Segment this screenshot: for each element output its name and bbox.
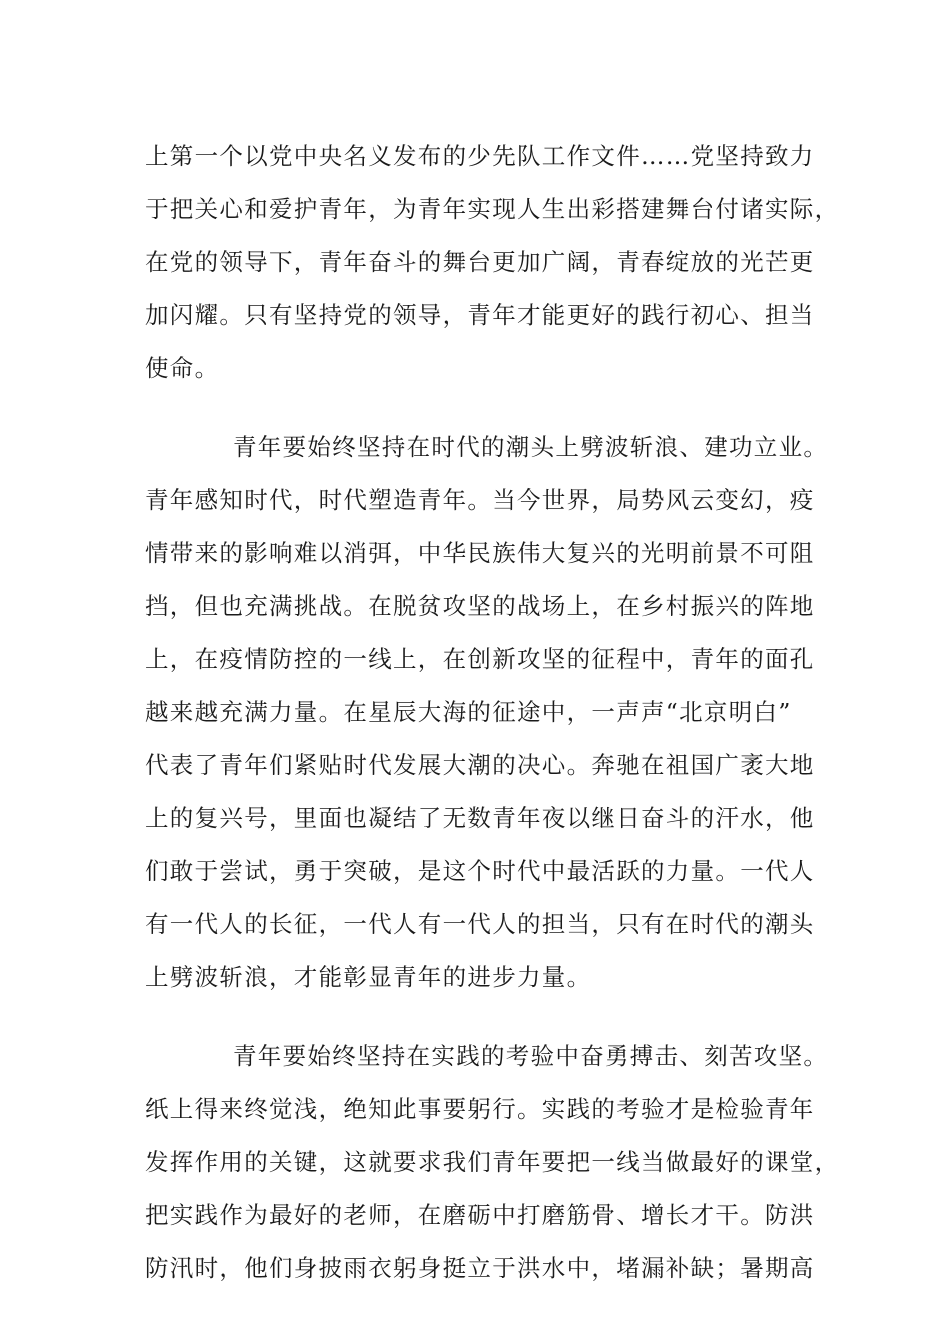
paragraph-1 [145, 130, 840, 395]
paragraph-spacer [145, 395, 815, 421]
text-line: 使命。 [145, 354, 220, 382]
text-line: 防汛时，他们身披雨衣躬身挺立于洪水中，堵漏补缺；暑期高 [145, 1254, 815, 1282]
text-line-heading: 青年要始终坚持在时代的潮头上劈波斩浪、建功立业。 [233, 433, 829, 461]
text-line: 纸上得来终觉浅，绝知此事要躬行。实践的考验才是检验青年 [145, 1095, 815, 1123]
body-text [145, 130, 840, 1295]
text-line: 挡，但也充满挑战。在脱贫攻坚的战场上，在乡村振兴的阵地 [145, 592, 815, 620]
text-line: 代表了青年们紧贴时代发展大潮的决心。奔驰在祖国广袤大地 [145, 751, 815, 779]
paragraph-2 [145, 421, 829, 1004]
text-line: 情带来的影响难以消弭，中华民族伟大复兴的光明前景不可阻 [145, 539, 815, 567]
text-line: 于把关心和爱护青年，为青年实现人生出彩搭建舞台付诸实际， [145, 195, 840, 223]
text-line: 上，在疫情防控的一线上，在创新攻坚的征程中，青年的面孔 [145, 645, 815, 673]
paragraph-3 [145, 1030, 840, 1295]
text-line: 们敢于尝试，勇于突破，是这个时代中最活跃的力量。一代人 [145, 857, 815, 885]
text-line: 上第一个以党中央名义发布的少先队工作文件……党坚持致力 [145, 142, 815, 170]
text-line: 加闪耀。只有坚持党的领导，青年才能更好的践行初心、担当 [145, 301, 815, 329]
text-line: 有一代人的长征，一代人有一代人的担当，只有在时代的潮头 [145, 910, 815, 938]
text-line-heading: 青年要始终坚持在实践的考验中奋勇搏击、刻苦攻坚。 [233, 1042, 829, 1070]
text-line: 发挥作用的关键，这就要求我们青年要把一线当做最好的课堂， [145, 1148, 840, 1176]
text-line: 青年感知时代，时代塑造青年。当今世界，局势风云变幻，疫 [145, 486, 815, 514]
text-line: 上劈波斩浪，才能彰显青年的进步力量。 [145, 963, 592, 991]
text-line: 越来越充满力量。在星辰大海的征途中，一声声“北京明白” [145, 698, 792, 726]
text-line: 上的复兴号，里面也凝结了无数青年夜以继日奋斗的汗水，他 [145, 804, 815, 832]
paragraph-spacer [145, 1004, 815, 1030]
text-line: 把实践作为最好的老师，在磨砺中打磨筋骨、增长才干。防洪 [145, 1201, 815, 1229]
text-line: 在党的领导下，青年奋斗的舞台更加广阔，青春绽放的光芒更 [145, 248, 815, 276]
